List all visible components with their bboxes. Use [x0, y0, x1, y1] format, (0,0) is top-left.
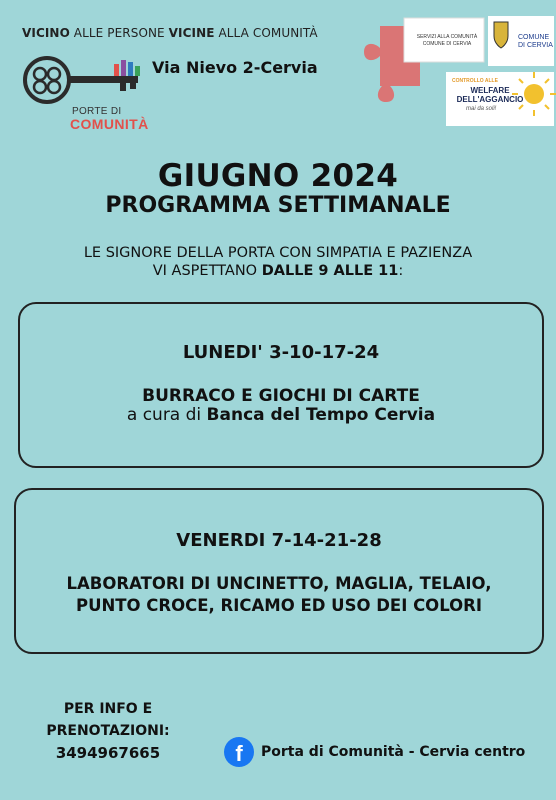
logo-line1: PORTE DI: [72, 106, 122, 117]
facebook-link[interactable]: [224, 737, 525, 767]
month-title: GIUGNO 2024: [157, 158, 399, 194]
friday-activity-line2: PUNTO CROCE, RICAMO ED USO DEI COLORI: [75, 596, 483, 615]
info-line1: PER INFO E: [63, 701, 153, 717]
info-line2: PRENOTAZIONI:: [46, 723, 170, 739]
header-tagline: VICINO ALLE PERSONE VICINE ALLA COMUNITÀ: [22, 26, 318, 40]
monday-activity: BURRACO E GIOCHI DI CARTE: [142, 386, 420, 406]
address: Via Nievo 2-Cervia: [152, 58, 318, 77]
intro-line2: VI ASPETTANO DALLE 9 ALLE 11:: [152, 263, 404, 279]
phone-number[interactable]: 3494967665: [55, 744, 161, 762]
facebook-label: Porta di Comunità - Cervia centro: [261, 744, 526, 760]
monday-dates: LUNEDI' 3-10-17-24: [182, 342, 380, 363]
welfare-subtitle: mai da soli!: [466, 106, 497, 112]
comune-label: COMUNE DI CERVIA: [518, 34, 553, 49]
schedule-box-monday: [18, 302, 544, 468]
friday-activity-line1: LABORATORI DI UNCINETTO, MAGLIA, TELAIO,: [66, 574, 492, 593]
welfare-title: WELFARE DELL'AGGANCIO: [456, 86, 524, 104]
schedule-box-friday: [14, 488, 544, 654]
facebook-icon: f: [224, 737, 254, 767]
welfare-small-label: CONTROLLO ALLE: [452, 78, 498, 84]
booking-info: [28, 698, 188, 764]
institutional-logos: [362, 14, 556, 126]
friday-dates: VENERDI 7-14-21-28: [176, 530, 382, 551]
monday-organizer: a cura di Banca del Tempo Cervia: [126, 405, 436, 425]
intro-text: [0, 244, 556, 280]
intro-line1: LE SIGNORE DELLA PORTA CON SIMPATIA E PAZIENZA: [83, 245, 473, 261]
services-label: SERVIZI ALLA COMUNITÀ COMUNE DI CERVIA: [416, 34, 478, 47]
logo-line2: COMUNITÀ: [70, 116, 149, 132]
program-subtitle: PROGRAMMA SETTIMANALE: [105, 193, 451, 218]
